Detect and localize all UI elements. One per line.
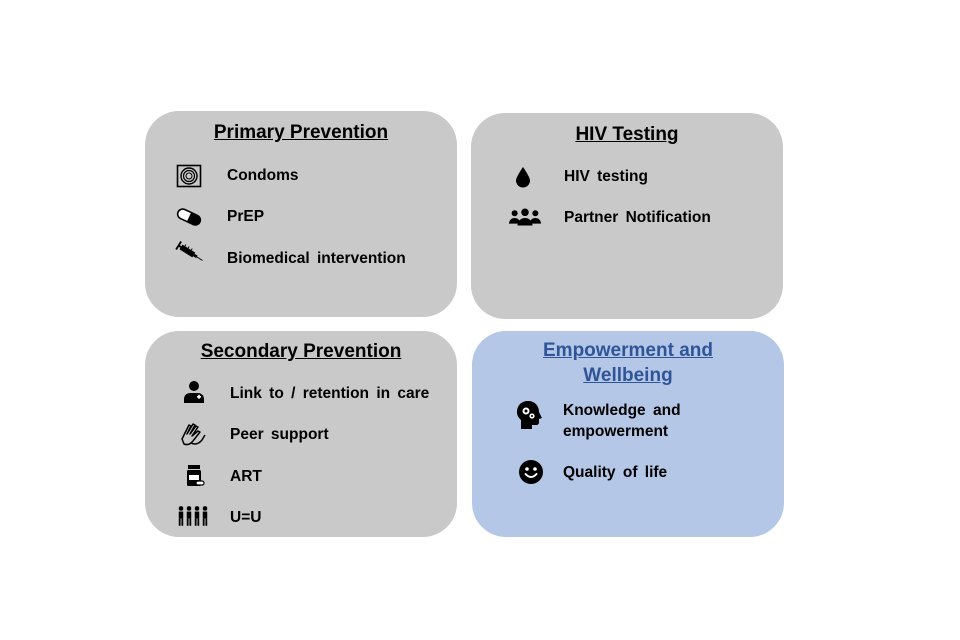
people-row-icon [177, 503, 209, 529]
item-label-knowledge-line1: Knowledge and [563, 402, 681, 419]
panel-title: Secondary Prevention [200, 341, 402, 362]
panel-title: Primary Prevention [213, 122, 389, 143]
panel-empowerment-wellbeing [472, 331, 784, 537]
smiley-face-icon [515, 459, 547, 485]
doctor-icon [178, 379, 210, 405]
item-label-knowledge-line2: empowerment [563, 423, 669, 440]
panel-primary-prevention [145, 111, 457, 317]
panel-secondary-prevention [145, 331, 457, 537]
head-gears-icon [514, 402, 546, 428]
panel-hiv-testing [471, 113, 783, 319]
panel-title: HIV Testing [575, 124, 679, 145]
item-label-quality-of-life: Quality of life [563, 464, 668, 481]
people-group-icon [509, 204, 541, 230]
panel-title-line2: Wellbeing [583, 365, 673, 386]
syringe-icon [173, 239, 205, 265]
medicine-bottle-icon [179, 463, 211, 489]
item-label-hiv-testing: HIV testing [564, 168, 648, 185]
item-label-u-equals-u: U=U [230, 509, 262, 526]
item-label-partner-notification: Partner Notification [564, 209, 711, 226]
blood-drop-icon [507, 164, 539, 190]
helping-hands-icon [177, 421, 209, 447]
item-label-link-to-care: Link to / retention in care [230, 385, 430, 402]
panel-title-line1: Empowerment and [543, 340, 713, 361]
item-label-condoms: Condoms [227, 167, 299, 184]
item-label-biomedical: Biomedical intervention [227, 250, 406, 267]
item-label-prep: PrEP [227, 208, 265, 225]
item-label-peer-support: Peer support [230, 426, 329, 443]
pill-icon [173, 204, 205, 230]
condom-icon [173, 163, 205, 189]
item-label-art: ART [230, 468, 262, 485]
